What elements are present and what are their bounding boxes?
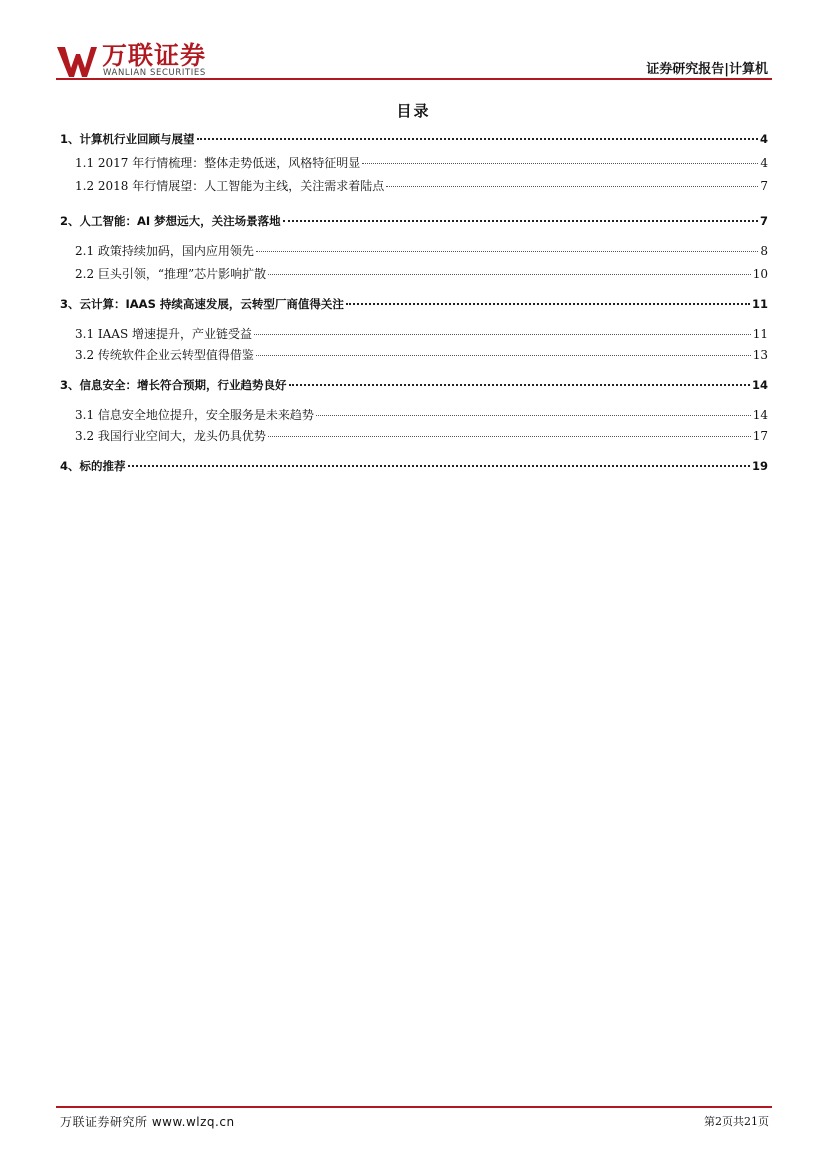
toc-entry-page: 11 xyxy=(752,327,768,341)
toc-leader-dots xyxy=(316,415,751,416)
toc-entry-text: 3.1 信息安全地位提升，安全服务是未来趋势 xyxy=(75,408,314,422)
toc-leader-dots xyxy=(254,334,751,335)
page-number: 第2页共21页 xyxy=(704,1115,769,1128)
toc-entry-section[interactable] xyxy=(60,214,768,228)
toc-entry-text: 1.1 2017 年行情梳理：整体走势低迷，风格特征明显 xyxy=(75,156,361,170)
toc-leader-dots xyxy=(128,465,750,467)
toc-entry-text: 3、云计算：IAAS 持续高速发展，云转型厂商值得关注 xyxy=(60,297,344,311)
toc-entry-section[interactable] xyxy=(60,297,768,311)
toc-leader-dots xyxy=(268,436,751,437)
toc-entry-subsection[interactable] xyxy=(60,327,768,341)
toc-entry-page: 11 xyxy=(751,297,768,311)
toc-leader-dots xyxy=(386,186,758,187)
toc-entry-section[interactable] xyxy=(60,459,768,473)
toc-entry-subsection[interactable] xyxy=(60,156,768,170)
logo-text-cn: 万联证券 xyxy=(102,41,207,70)
toc-entry-page: 10 xyxy=(752,267,768,281)
toc-leader-dots xyxy=(197,138,758,140)
toc-entry-subsection[interactable] xyxy=(60,244,768,258)
toc-entry-text: 3、信息安全：增长符合预期，行业趋势良好 xyxy=(60,378,287,392)
toc-entry-text: 3.1 IAAS 增速提升，产业链受益 xyxy=(75,327,253,341)
toc-entry-page: 4 xyxy=(760,156,768,170)
toc-entry-page: 4 xyxy=(759,132,768,146)
toc-entry-text: 2、人工智能：AI 梦想远大，关注场景落地 xyxy=(60,214,281,228)
toc-leader-dots xyxy=(256,355,751,356)
logo-text-en: WANLIAN SECURITIES xyxy=(103,68,206,78)
toc-entry-page: 13 xyxy=(752,348,768,362)
toc-leader-dots xyxy=(256,251,758,252)
toc-entry-page: 19 xyxy=(751,459,768,473)
toc-leader-dots xyxy=(268,274,751,275)
toc-entry-text: 1、计算机行业回顾与展望 xyxy=(60,132,195,146)
toc-entry-text: 2.2 巨头引领，“推理”芯片影响扩散 xyxy=(75,267,267,281)
toc-entry-text: 2.1 政策持续加码，国内应用领先 xyxy=(75,244,254,258)
toc-entry-page: 14 xyxy=(752,408,768,422)
toc-entry-subsection[interactable] xyxy=(60,408,768,422)
toc-entry-section[interactable] xyxy=(60,132,768,146)
toc-leader-dots xyxy=(346,303,750,305)
toc-entry-subsection[interactable] xyxy=(60,267,768,281)
toc-entry-subsection[interactable] xyxy=(60,179,768,193)
toc-entry-page: 17 xyxy=(752,429,768,443)
toc-leader-dots xyxy=(362,163,758,164)
toc-leader-dots xyxy=(283,220,758,222)
wanlian-logo-icon xyxy=(56,44,98,78)
toc-entry-text: 3.2 传统软件企业云转型值得借鉴 xyxy=(75,348,254,362)
toc-entry-text: 3.2 我国行业空间大，龙头仍具优势 xyxy=(75,429,266,443)
toc-entry-subsection[interactable] xyxy=(60,348,768,362)
doc-type-label: 证券研究报告|计算机 xyxy=(646,62,768,77)
header-rule xyxy=(56,78,772,80)
toc-leader-dots xyxy=(289,384,750,386)
toc-entry-text: 4、标的推荐 xyxy=(60,459,126,473)
toc-entry-page: 8 xyxy=(760,244,768,258)
toc-entry-section[interactable] xyxy=(60,378,768,392)
toc-entry-page: 7 xyxy=(759,214,768,228)
footer-rule xyxy=(56,1106,772,1108)
toc-entry-page: 7 xyxy=(760,179,768,193)
toc-entry-text: 1.2 2018 年行情展望：人工智能为主线，关注需求着陆点 xyxy=(75,179,385,193)
toc-entry-subsection[interactable] xyxy=(60,429,768,443)
footer-source: 万联证券研究所 www.wlzq.cn xyxy=(60,1115,235,1129)
toc-entry-page: 14 xyxy=(751,378,768,392)
toc-title: 目录 xyxy=(396,102,431,120)
